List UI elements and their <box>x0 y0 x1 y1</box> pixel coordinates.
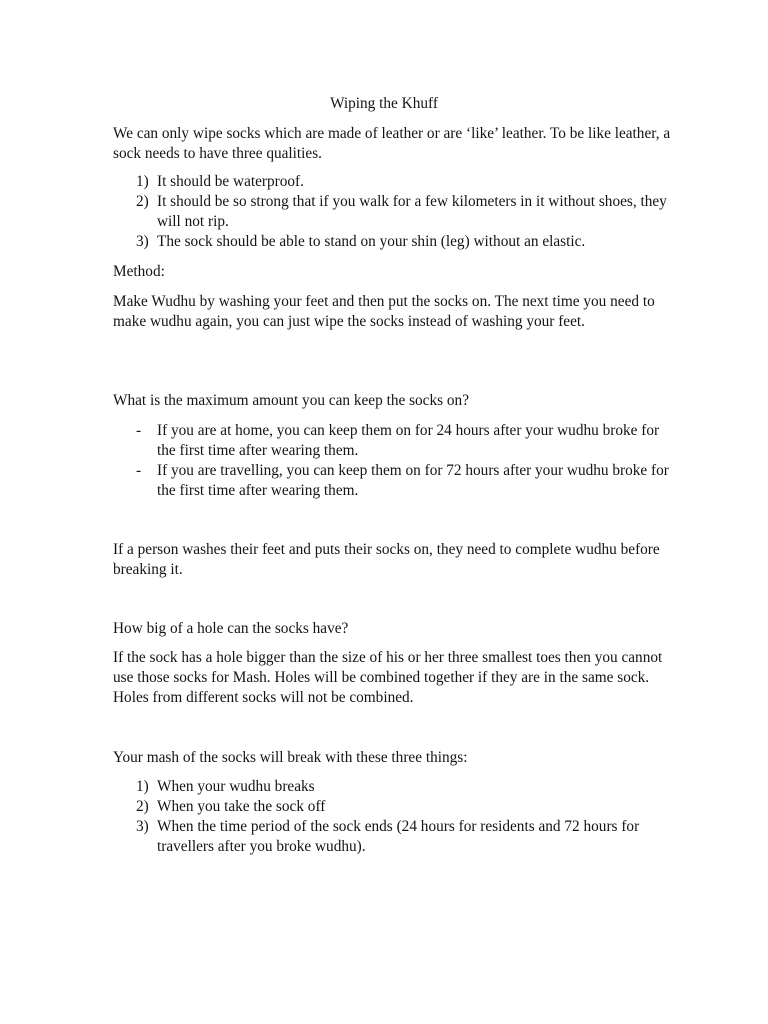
break-conditions-list <box>113 777 673 857</box>
list-item-text: It should be waterproof. <box>157 173 304 190</box>
list-marker: 2) <box>136 798 149 815</box>
list-marker: 1) <box>136 173 149 190</box>
list-item <box>113 192 673 232</box>
list-marker: - <box>136 422 142 439</box>
method-heading: Method: <box>113 263 165 280</box>
list-marker: 3) <box>136 818 149 835</box>
break-heading: Your mash of the socks will break with these three things: <box>113 749 468 766</box>
list-item-text: It should be so strong that if you walk for a few kilometers in it without shoes, they will not rip. <box>157 193 667 230</box>
list-item <box>113 777 673 797</box>
hole-size-paragraph: If the sock has a hole bigger than the size of his or her three smallest toes then you cannot use those socks for Mash. Holes will be combined together if they are in the same sock. Holes from different socks will not be combined. <box>113 649 663 706</box>
list-item <box>113 172 673 192</box>
document-title: Wiping the Khuff <box>330 95 438 112</box>
list-item <box>113 461 673 501</box>
qualities-list <box>113 172 673 252</box>
list-item-text: If you are travelling, you can keep them on for 72 hours after your wudhu broke for the first time after wearing them. <box>157 462 669 499</box>
list-item-text: The sock should be able to stand on your shin (leg) without an elastic. <box>157 233 586 250</box>
max-duration-list <box>113 421 673 501</box>
max-duration-question: What is the maximum amount you can keep the socks on? <box>113 392 469 409</box>
list-item-text: When you take the sock off <box>157 798 326 815</box>
list-item-text: When your wudhu breaks <box>157 778 315 795</box>
intro-paragraph: We can only wipe socks which are made of leather or are ‘like’ leather. To be like leather, a sock needs to have three qualities. <box>113 125 671 162</box>
list-marker: 2) <box>136 193 149 210</box>
list-marker: 1) <box>136 778 149 795</box>
list-marker: - <box>136 462 142 479</box>
list-item <box>113 817 673 857</box>
list-item <box>113 421 673 461</box>
list-item <box>113 797 673 817</box>
list-marker: 3) <box>136 233 149 250</box>
hole-size-question: How big of a hole can the socks have? <box>113 620 349 637</box>
complete-wudhu-note: If a person washes their feet and puts their socks on, they need to complete wudhu before breaking it. <box>113 541 660 578</box>
list-item-text: If you are at home, you can keep them on for 24 hours after your wudhu broke for the first time after wearing them. <box>157 422 660 459</box>
list-item-text: When the time period of the sock ends (24 hours for residents and 72 hours for travellers after you broke wudhu). <box>157 818 640 855</box>
method-paragraph: Make Wudhu by washing your feet and then put the socks on. The next time you need to make wudhu again, you can just wipe the socks instead of washing your feet. <box>113 293 655 330</box>
list-item <box>113 232 673 252</box>
